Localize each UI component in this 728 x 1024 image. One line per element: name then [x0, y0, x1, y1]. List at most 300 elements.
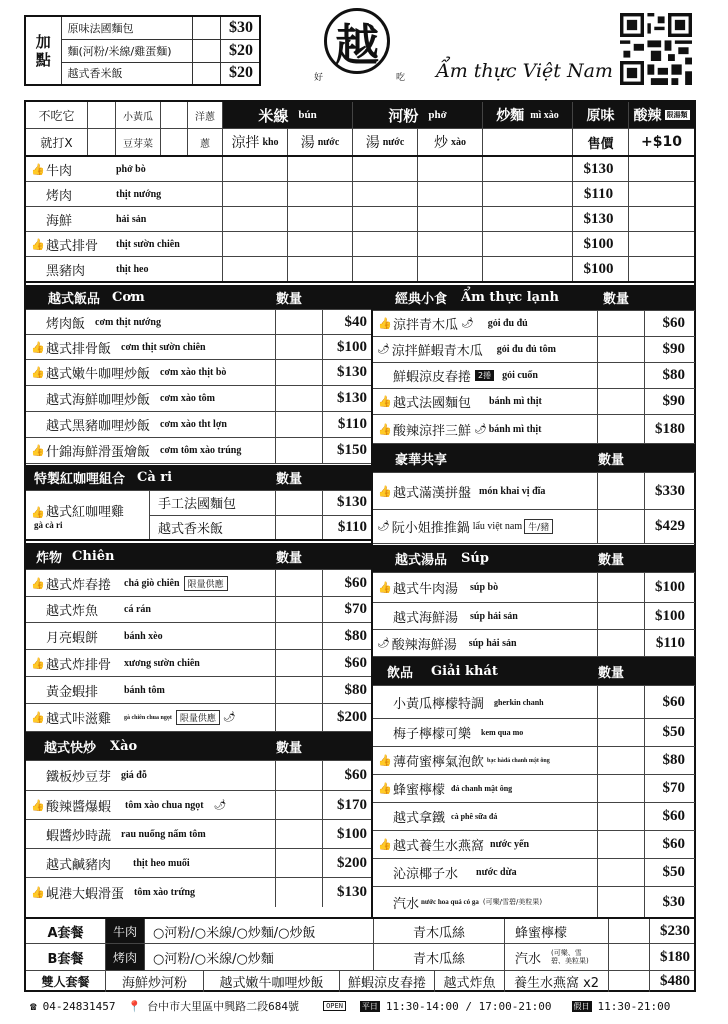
group-zh: 酸辣 — [633, 108, 662, 124]
item-price: $200 — [337, 854, 367, 871]
set-side: 青木瓜絲 — [374, 944, 505, 970]
menu-row — [373, 603, 695, 630]
limited-badge: 限量供應 — [184, 576, 228, 591]
item-zh: 越式炸魚 — [46, 604, 99, 619]
holiday-hours: 11:30-21:00 — [597, 999, 671, 1013]
item-name — [26, 677, 276, 703]
qty-box[interactable] — [276, 597, 323, 622]
order-box[interactable] — [223, 257, 288, 281]
menu-row — [373, 389, 695, 415]
item-name — [373, 473, 598, 509]
soup-only-badge: 限湯類 — [666, 110, 688, 119]
order-box[interactable] — [418, 232, 483, 256]
item-price: $100 — [573, 257, 629, 281]
noodle-header-row-2 — [26, 129, 694, 157]
order-box[interactable] — [418, 157, 483, 181]
item-zh: 小黃瓜檸檬特調 — [393, 696, 485, 712]
addon-label: 加點 — [25, 16, 61, 85]
exclude-check[interactable] — [88, 129, 116, 155]
spicy-box[interactable] — [629, 182, 694, 206]
item-vn: cá rán — [124, 604, 151, 615]
spicy-box[interactable] — [629, 207, 694, 231]
addon-qty[interactable] — [192, 39, 220, 62]
holiday-badge: 假日 — [573, 1001, 590, 1011]
item-price: $130 — [573, 207, 629, 231]
item-zh: 汽水 — [393, 896, 420, 912]
qty-box[interactable] — [276, 335, 323, 359]
logo-right-text: 吃 — [396, 73, 406, 83]
qty-label: 數量 — [603, 292, 630, 307]
menu-row — [373, 831, 695, 859]
menu-row — [26, 623, 371, 650]
phone-number[interactable]: 04-24831457 — [42, 999, 116, 1013]
item-zh: 蝦醬炒時蔬 — [46, 828, 112, 844]
set-name: 雙人套餐 — [26, 971, 106, 992]
noodle-name — [26, 207, 223, 231]
qty-box[interactable] — [598, 311, 645, 336]
item-name — [26, 570, 276, 596]
item-price: $100 — [573, 232, 629, 256]
section-header-share — [373, 444, 695, 473]
order-box[interactable] — [223, 232, 288, 256]
item-vn: gỏi đu đủ tôm — [496, 344, 556, 355]
exclude-item: 小黃瓜 — [116, 102, 161, 128]
set-drink — [505, 944, 609, 970]
item-vn: thịt heo — [116, 263, 149, 275]
item-name — [373, 887, 598, 917]
style-vn: nước — [317, 136, 340, 148]
item-name — [373, 630, 598, 656]
order-box[interactable] — [483, 232, 573, 256]
qty-box[interactable] — [276, 386, 323, 411]
left-column — [26, 285, 373, 917]
addon-item: 原味法國麵包 — [61, 16, 192, 39]
qty-box[interactable] — [598, 603, 645, 629]
style-blank — [483, 129, 573, 155]
item-vn: bánh mì thịt — [488, 423, 542, 435]
item-zh: 越式排骨 — [46, 238, 99, 254]
thumbs-up-icon: 👍 — [31, 444, 45, 457]
addon-qty[interactable] — [192, 62, 220, 85]
exclude-label-line-1: 不吃它 — [38, 108, 75, 123]
exclude-label-2: 就打X — [26, 129, 88, 155]
qty-box[interactable] — [276, 516, 323, 540]
title-vn: Súp — [461, 551, 489, 566]
order-box[interactable] — [483, 182, 573, 206]
order-box[interactable] — [288, 157, 353, 181]
curry-dish-vn: gà cà ri — [34, 519, 63, 530]
item-price: $130 — [337, 884, 367, 900]
qty-box[interactable] — [598, 747, 645, 774]
item-vn: đá chanh mật ông — [451, 784, 513, 793]
item-zh: 酸辣醬爆蝦 — [46, 799, 112, 815]
set-side: 青木瓜絲 — [374, 919, 505, 943]
group-zh: 河粉 — [388, 106, 419, 125]
item-name — [26, 438, 276, 463]
title-zh: 越式快炒 — [44, 740, 97, 756]
title-zh: 越式飯品 — [48, 291, 101, 307]
style-option — [288, 129, 353, 155]
group-vn: bún — [298, 109, 317, 121]
qty-box[interactable] — [276, 849, 323, 877]
spicy-extra: +$10 — [641, 134, 682, 150]
exclude-check[interactable] — [161, 102, 188, 128]
item-vn: cơm xào thịt bò — [160, 367, 227, 378]
group-spicy — [629, 102, 694, 128]
curry-row — [26, 491, 371, 541]
item-name — [373, 311, 598, 336]
qty-label: 數量 — [276, 740, 303, 756]
set-name: B套餐 — [26, 944, 106, 970]
item-vn: món khai vị đĩa — [479, 485, 546, 497]
chili-icon: 🌶 — [222, 712, 236, 723]
item-price: $180 — [655, 420, 685, 437]
item-zh: 阮小姐推推鍋 — [391, 521, 470, 536]
addon-qty[interactable] — [192, 16, 220, 39]
logo-char: 越 — [335, 20, 379, 71]
item-vn: gà chiên chua ngọt — [124, 714, 172, 721]
qty-box[interactable] — [598, 363, 645, 388]
menu-row — [373, 473, 695, 510]
title-zh: 特製紅咖哩組合 — [34, 472, 126, 487]
beef-pork-badge: 牛/豬 — [524, 519, 553, 534]
tagline: Ẩm thực Việt Nam — [436, 60, 613, 82]
item-vn: phở bò — [116, 163, 146, 175]
thumbs-up-icon: 👍 — [378, 484, 392, 498]
item-price: $60 — [662, 808, 685, 824]
item-name — [373, 803, 598, 830]
section-title — [373, 285, 603, 310]
spicy-box[interactable] — [629, 157, 694, 181]
item-note: (可樂/雪碧/美粒果) — [482, 898, 543, 906]
menu-row — [373, 311, 695, 337]
item-vn: bạc hàđá chanh mật ông — [487, 757, 550, 764]
qty-box[interactable] — [598, 719, 645, 746]
qty-box[interactable] — [598, 803, 645, 830]
noodle-header-row-1 — [26, 102, 694, 129]
qty-label: 數量 — [276, 291, 303, 307]
title-vn: Cà ri — [137, 470, 173, 485]
item-price: $130 — [337, 390, 367, 406]
chili-icon: 🌶 — [461, 318, 474, 329]
item-name — [373, 686, 598, 718]
thumbs-up-icon: 👍 — [31, 798, 45, 812]
addon-item: 麵(河粉/米線/雞蛋麵) — [61, 39, 192, 62]
item-price: $150 — [337, 442, 367, 458]
order-box[interactable] — [353, 232, 418, 256]
item-name — [26, 386, 276, 411]
set-item: 鮮蝦涼皮春捲 — [340, 971, 435, 992]
item-vn: tôm xào chua ngọt — [125, 799, 204, 811]
item-price: $60 — [662, 315, 685, 331]
thumbs-up-icon: 👍 — [31, 656, 45, 670]
menu-row — [26, 878, 371, 907]
logo-left-text: 好 — [314, 73, 324, 83]
item-vn: nước yến — [490, 839, 530, 850]
qty-box[interactable] — [598, 473, 645, 509]
section-header-rice — [26, 285, 371, 310]
qty-box[interactable] — [609, 944, 650, 970]
menu-row — [373, 510, 695, 544]
qty-box[interactable] — [276, 491, 323, 515]
order-box[interactable] — [353, 257, 418, 281]
item-vn: cơm thịt nướng — [95, 316, 161, 328]
item-vn: gỏi cuốn — [502, 370, 538, 381]
qty-box[interactable] — [276, 820, 323, 848]
curry-dish — [26, 491, 150, 539]
item-name — [26, 761, 276, 790]
item-vn: xương sườn chiên — [124, 657, 200, 669]
item-price: $110 — [655, 634, 685, 651]
qty-box[interactable] — [276, 650, 323, 676]
exclude-check[interactable] — [161, 129, 188, 155]
option-name: 越式香米飯 — [150, 516, 276, 540]
menu-row — [26, 820, 371, 849]
set-meat: 牛肉 — [106, 919, 145, 943]
section-title — [26, 543, 276, 569]
item-price: $60 — [344, 654, 367, 671]
section-header-soup — [373, 545, 695, 573]
item-name — [373, 747, 598, 774]
qty-box[interactable] — [276, 570, 323, 596]
thumbs-up-icon: 👍 — [31, 237, 45, 251]
order-box[interactable] — [288, 207, 353, 231]
menu-row — [373, 337, 695, 363]
qty-box[interactable] — [276, 704, 323, 731]
menu-row — [26, 570, 371, 597]
set-item: 海鮮炒河粉 — [106, 971, 204, 992]
item-price: $200 — [337, 709, 367, 725]
thumbs-up-icon: 👍 — [31, 711, 45, 724]
thumbs-up-icon: 👍 — [378, 581, 392, 594]
menu-row — [373, 415, 695, 444]
item-price: $30 — [662, 893, 685, 910]
order-box[interactable] — [288, 182, 353, 206]
order-box[interactable] — [223, 207, 288, 231]
qty-box[interactable] — [276, 412, 323, 437]
menu-row — [373, 363, 695, 389]
qr-code-icon[interactable] — [620, 13, 692, 85]
qty-box[interactable] — [598, 415, 645, 443]
item-name — [26, 650, 276, 676]
option-price: $110 — [337, 518, 367, 535]
qty-label: 數量 — [276, 472, 303, 487]
style-zh: 湯 — [300, 135, 315, 151]
item-vn: bánh mì thịt — [489, 396, 542, 407]
qty-box[interactable] — [276, 310, 323, 334]
qty-box[interactable] — [276, 623, 323, 649]
menu-row — [26, 360, 371, 386]
address[interactable]: 台中市大里區中興路二段684號 — [147, 1000, 300, 1013]
qty-label: 數量 — [598, 452, 625, 468]
order-box[interactable] — [418, 207, 483, 231]
item-zh: 越式海鮮湯 — [393, 610, 459, 626]
item-price: $50 — [662, 724, 685, 740]
qty-label: 數量 — [276, 550, 303, 566]
order-box[interactable] — [483, 257, 573, 281]
qty-box[interactable] — [276, 761, 323, 790]
order-box[interactable] — [418, 182, 483, 206]
thumbs-up-icon: 👍 — [31, 340, 45, 354]
section-title — [373, 545, 598, 572]
qty-label: 數量 — [598, 553, 625, 568]
order-box[interactable] — [223, 182, 288, 206]
item-price: $130 — [337, 364, 367, 380]
item-price: $70 — [344, 601, 367, 617]
phone-icon: ☎ — [30, 999, 37, 1013]
style-zh: 炒 — [434, 135, 448, 151]
chili-icon: 🌶 — [474, 423, 487, 435]
exclude-item: 豆芽菜 — [116, 129, 161, 155]
item-vn: thịt heo muối — [133, 857, 190, 869]
menu-row — [26, 597, 371, 623]
qty-label: 數量 — [598, 665, 625, 681]
thumbs-up-icon: 👍 — [378, 838, 392, 851]
qty-box[interactable] — [609, 919, 650, 943]
exclude-check[interactable] — [88, 102, 116, 128]
curry-options — [150, 491, 371, 539]
item-vn: giá đỗ — [121, 770, 147, 781]
item-name — [26, 704, 276, 731]
noodle-name — [26, 157, 223, 181]
item-zh: 月亮蝦餅 — [46, 630, 99, 646]
map-pin-icon: 📍 — [127, 999, 142, 1013]
item-zh: 越式黑豬咖哩炒飯 — [46, 419, 151, 434]
qty-box[interactable] — [276, 438, 323, 463]
item-zh: 蜂蜜檸檬 — [393, 783, 446, 798]
qty-box[interactable] — [598, 337, 645, 362]
noodle-row — [26, 257, 694, 283]
item-zh: 越式海鮮咖哩炒飯 — [46, 393, 151, 408]
item-name — [373, 510, 598, 543]
item-zh: 越式排骨飯 — [46, 341, 112, 357]
noodle-row — [26, 157, 694, 182]
spicy-box[interactable] — [629, 257, 694, 281]
item-vn: bánh tôm — [124, 684, 165, 696]
item-zh: 牛肉 — [46, 163, 73, 179]
item-vn: súp hải sản — [470, 610, 518, 622]
order-box[interactable] — [353, 182, 418, 206]
item-name — [373, 859, 598, 886]
item-price: $100 — [655, 607, 685, 624]
item-price: $110 — [337, 416, 367, 432]
item-price: $110 — [573, 182, 629, 206]
qty-box[interactable] — [276, 677, 323, 703]
curry-option — [150, 491, 371, 516]
set-choices[interactable]: ○河粉/○米線/○炒麵/○炒飯 — [145, 919, 374, 943]
order-box[interactable] — [353, 207, 418, 231]
item-vn: cà phê sữa đá — [451, 812, 498, 821]
item-price: $40 — [344, 313, 367, 330]
open-sign-icon: OPEN — [323, 1001, 346, 1011]
item-vn: chả giò chiên — [124, 577, 180, 589]
menu-row — [26, 849, 371, 878]
item-zh: 鮮蝦涼皮春捲 — [393, 370, 472, 385]
qty-box[interactable] — [598, 573, 645, 602]
order-box[interactable] — [418, 257, 483, 281]
limited-badge: 限量供應 — [176, 710, 220, 725]
addon-table — [24, 15, 261, 86]
order-box[interactable] — [483, 207, 573, 231]
noodle-name — [26, 232, 223, 256]
item-price: $90 — [662, 393, 685, 409]
item-price: $50 — [662, 864, 685, 880]
logo — [324, 8, 390, 74]
menu-row — [26, 761, 371, 791]
qty-box[interactable] — [609, 971, 650, 992]
item-zh: 沁涼椰子水 — [393, 867, 459, 882]
weekday-hours: 11:30-14:00 / 17:00-21:00 — [385, 999, 552, 1013]
menu-row — [373, 686, 695, 719]
qty-box[interactable] — [598, 510, 645, 543]
qty-box[interactable] — [276, 878, 323, 907]
curry-dish-zh — [30, 501, 124, 520]
item-price: $330 — [655, 482, 685, 499]
order-box[interactable] — [353, 157, 418, 181]
item-vn: hải sản — [116, 213, 147, 225]
item-price: $70 — [662, 780, 685, 796]
qty-box[interactable] — [598, 389, 645, 414]
item-name — [373, 573, 598, 602]
dish-zh-text: 越式紅咖哩雞 — [46, 504, 125, 520]
order-box[interactable] — [288, 232, 353, 256]
item-zh: 越式法國麵包 — [393, 396, 472, 411]
menu-row — [26, 791, 371, 820]
set-drink: 蜂蜜檸檬 — [505, 919, 609, 943]
item-vn: cơm xào tôm — [160, 393, 215, 404]
item-name — [26, 623, 276, 649]
noodle-name — [26, 257, 223, 281]
item-price: $100 — [655, 579, 685, 595]
menu-row — [373, 747, 695, 775]
drink-name: 汽水 — [515, 951, 542, 967]
qty-box[interactable] — [598, 831, 645, 858]
qty-box[interactable] — [598, 686, 645, 718]
order-box[interactable] — [483, 157, 573, 181]
two-rolls-badge: 2捲 — [475, 370, 494, 381]
thumbs-up-icon: 👍 — [378, 395, 392, 408]
style-option — [418, 129, 483, 155]
section-header-drinks — [373, 657, 695, 686]
qty-box[interactable] — [598, 630, 645, 656]
set-choices[interactable]: ○河粉/○米線/○炒麵 — [145, 944, 374, 970]
section-title — [373, 657, 598, 685]
item-price: $170 — [337, 796, 367, 813]
item-zh: 烤肉飯 — [46, 316, 86, 332]
order-box[interactable] — [288, 257, 353, 281]
style-zh: 湯 — [365, 135, 380, 151]
item-name — [373, 337, 598, 362]
item-vn: súp hải sản — [468, 637, 517, 649]
qty-box[interactable] — [598, 859, 645, 886]
section-header-stirfry — [26, 732, 371, 761]
group-vn: phở — [428, 109, 447, 121]
item-name — [373, 415, 598, 443]
group-vn: mì xào — [530, 109, 559, 121]
item-zh: 鐵板炒豆芽 — [46, 770, 112, 785]
qty-box[interactable] — [276, 360, 323, 385]
qty-box[interactable] — [276, 791, 323, 819]
menu-row — [373, 803, 695, 831]
item-zh: 越式鹹豬肉 — [46, 857, 112, 873]
spicy-box[interactable] — [629, 232, 694, 256]
item-name — [26, 310, 276, 334]
qty-box[interactable] — [598, 887, 645, 917]
item-name — [373, 831, 598, 858]
qty-box[interactable] — [598, 775, 645, 802]
chili-icon: 🌶 — [213, 799, 227, 811]
order-box[interactable] — [223, 157, 288, 181]
